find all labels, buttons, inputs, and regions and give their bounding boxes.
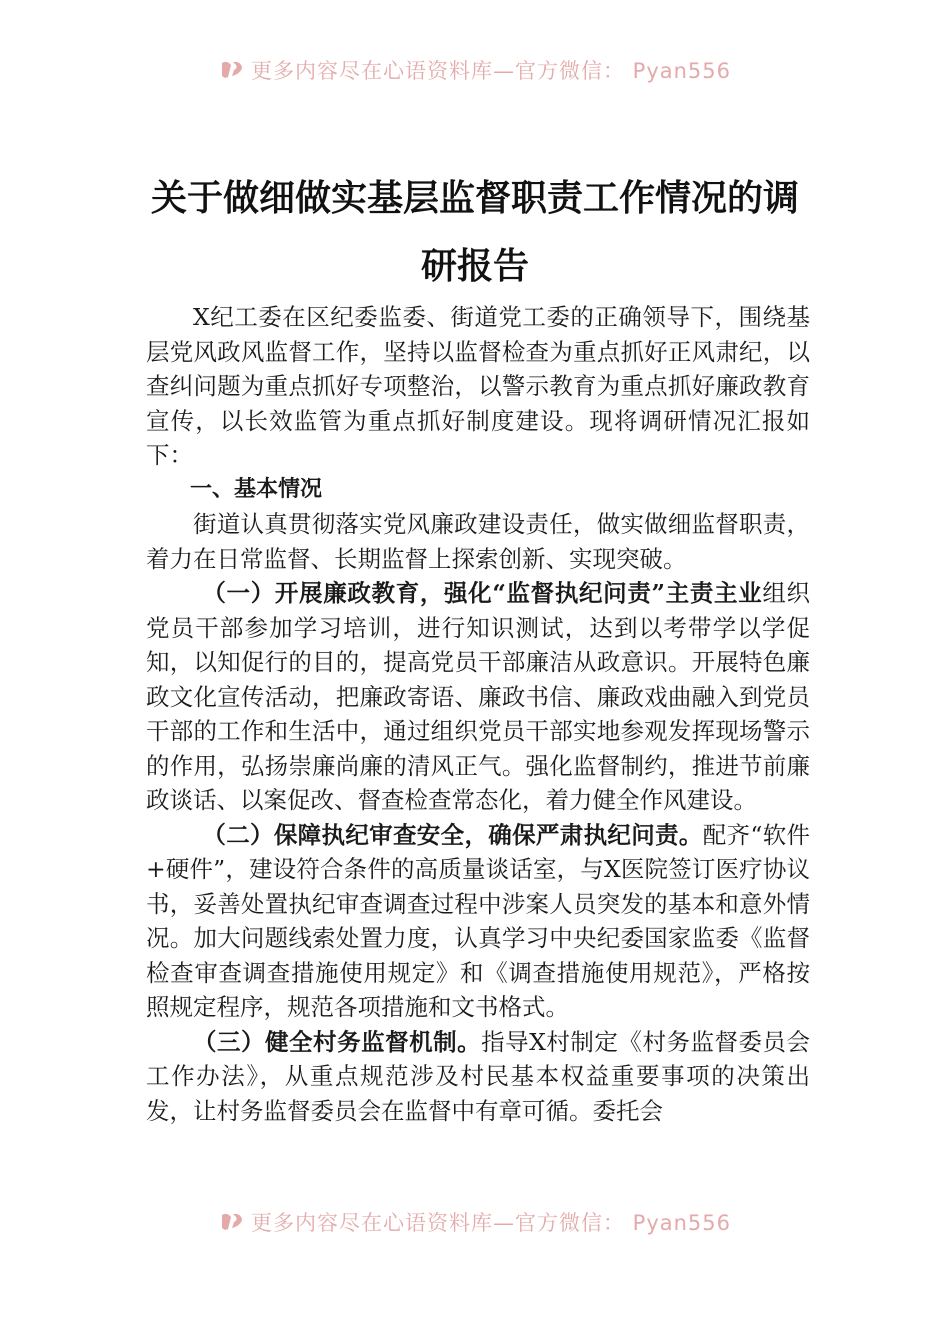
section-heading: 一、基本情况	[190, 476, 323, 502]
item-text-2: 配齐“软件+硬件”，建设符合条件的高质量谈话室，与X医院签订医疗协议书，妥善处置执纪审查调查过程中涉案人员突发的基本和意外情况。加大问题线索处置力度，认真学习中央纪委国家监委《监督检查审查调查措施使用规定》和《调查措施使用规范》，严格按照规定程序，规范各项措施和文书格式。	[146, 820, 811, 1021]
watermark-header	[0, 52, 950, 88]
item-paragraph-2	[146, 818, 810, 1025]
item-title-1: （一）开展廉政教育，强化“监督执纪问责”主责主业	[202, 579, 763, 607]
document-title-line1: 关于做细做实基层监督职责工作情况的调	[150, 177, 799, 219]
watermark-text: 更多内容尽在心语资料库—官方微信： Pyan556	[250, 59, 732, 83]
item-title-3: （三）健全村务监督机制。	[193, 1027, 482, 1056]
brand-logo-icon	[219, 59, 245, 81]
intro-paragraph: X纪工委在区纪委监委、街道党工委的正确领导下，围绕基层党风政风监督工作，坚持以监督检查为重点抓好正风肃纪，以查纠问题为重点抓好专项整治，以警示教育为重点抓好廉政教育宣传，以长效监管为重点抓好制度建设。现将调研情况汇报如下：	[146, 303, 810, 469]
item-paragraph-1	[146, 576, 810, 818]
item-paragraph-3	[146, 1025, 810, 1129]
document-body	[146, 300, 810, 1128]
item-text-3: 指导X村制定《村务监督委员会工作办法》，从重点规范涉及村民基本权益重要事项的决策出发，让村务监督委员会在监督中有章可循。委托会	[146, 1027, 811, 1125]
watermark-text: 更多内容尽在心语资料库—官方微信： Pyan556	[250, 1211, 732, 1235]
document-title-line2: 研报告	[420, 245, 529, 287]
brand-logo-icon	[219, 1211, 245, 1233]
section-lead-paragraph: 街道认真贯彻落实党风廉政建设责任，做实做细监督职责，着力在日常监督、长期监督上探索创新、实现突破。	[146, 510, 810, 573]
watermark-footer	[0, 1204, 950, 1240]
item-text-1: 组织党员干部参加学习培训，进行知识测试，达到以考带学以学促知，以知促行的目的，提高党员干部廉洁从政意识。开展特色廉政文化宣传活动，把廉政寄语、廉政书信、廉政戏曲融入到党员干部的工作和生活中，通过组织党员干部实地参观发挥现场警示的作用，弘扬崇廉尚廉的清风正气。强化监督制约，推进节前廉政谈话、以案促改、督查检查常态化，着力健全作风建设。	[146, 579, 810, 814]
item-title-2: （二）保障执纪审查安全，确保严肃执纪问责。	[202, 820, 703, 849]
